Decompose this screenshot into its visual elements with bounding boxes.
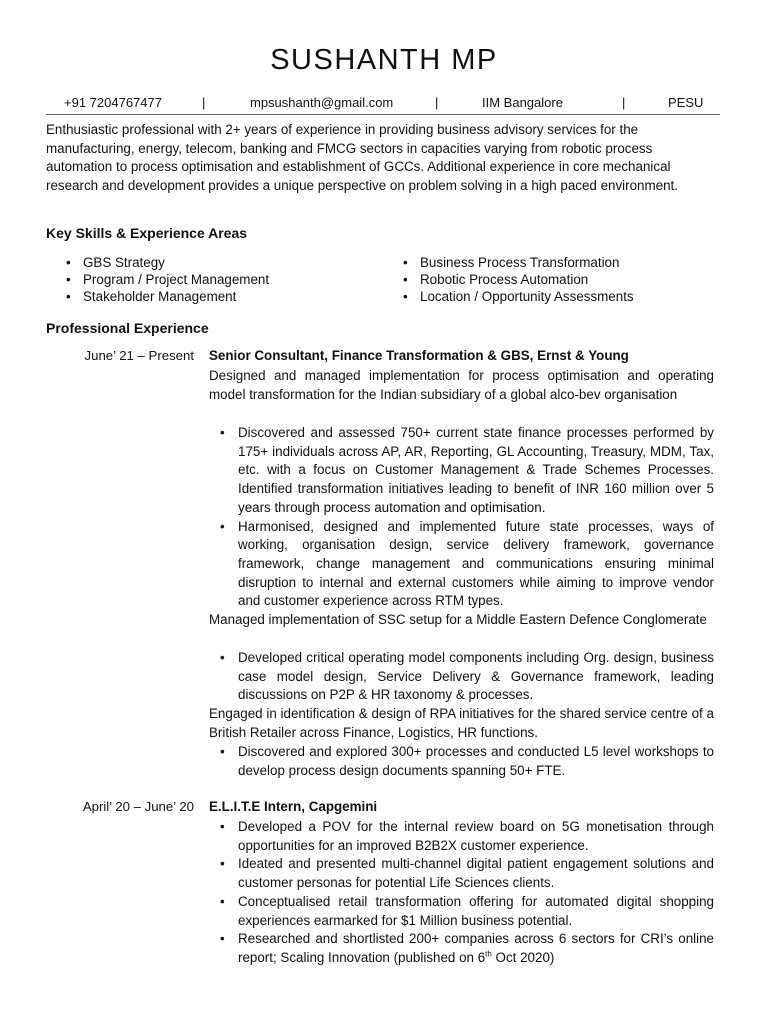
ey-bullet: • Developed critical operating model components including Org. design, business case model design, Service Delivery & Governance framework, leading discussions on P2P & HR taxonomy & processes.	[220, 649, 714, 705]
ey-paragraph-1: Designed and managed implementation for process optimisation and operating model transformation for the Indian subsidiary of a global alco-bev organisation	[209, 368, 714, 402]
email-address: mpsushanth@gmail.com	[250, 95, 394, 110]
skill-item: • GBS Strategy	[64, 254, 269, 271]
capgemini-bullet: • Conceptualised retail transformation offering for automated digital shopping experiences earmarked for $1 Million business potential.	[220, 893, 714, 930]
separator: |	[435, 95, 439, 110]
skill-item: • Stakeholder Management	[64, 288, 269, 305]
ey-paragraph-3: Engaged in identification & design of RPA initiatives for the shared service centre of a British Retailer across Finance, Logistics, HR functions.	[209, 706, 714, 740]
capgemini-bullet: • Developed a POV for the internal review board on 5G monetisation through opportunities for an improved B2B2X customer experience.	[220, 818, 714, 855]
ey-bullets-2	[220, 649, 714, 705]
phone-number: +91 7204767477	[64, 95, 162, 110]
candidate-name: SUSHANTH MP	[270, 44, 498, 76]
capgemini-bullet: • Ideated and presented multi-channel digital patient engagement solutions and customer personas for potential Life Sciences clients.	[220, 855, 714, 892]
capgemini-date-range: April’ 20 – June’ 20	[82, 799, 194, 814]
skills-heading: Key Skills & Experience Areas	[46, 225, 248, 241]
capgemini-bullet	[220, 930, 714, 967]
capgemini-job-title: E.L.I.T.E Intern, Capgemini	[209, 799, 378, 814]
skill-item: • Robotic Process Automation	[401, 271, 634, 288]
separator: |	[622, 95, 626, 110]
contact-bar	[46, 94, 720, 115]
ey-bullet: • Discovered and explored 300+ processes and conducted L5 level workshops to develop process design documents spanning 50+ FTE.	[220, 743, 714, 780]
bullet-text: Researched and shortlisted 200+ companies across 6 sectors for CRI’s online report; Scaling Innovation (published on 6	[238, 931, 714, 965]
skill-item: • Business Process Transformation	[401, 254, 634, 271]
ey-bullet: • Harmonised, designed and implemented future state processes, ways of working, organisation design, service delivery framework, governance framework, change management and communications ensuring minimal disruption to internal and external customers while aiming to improve vendor and customer experience across RTM types.	[220, 518, 714, 612]
separator: |	[202, 95, 206, 110]
experience-heading: Professional Experience	[46, 320, 209, 336]
education-iim: IIM Bangalore	[482, 95, 563, 110]
bullet-text: Oct 2020)	[491, 949, 555, 965]
ey-job-title: Senior Consultant, Finance Transformation & GBS, Ernst & Young	[209, 348, 629, 363]
ey-bullets-1	[220, 424, 714, 611]
skills-list-right	[401, 254, 634, 305]
ey-bullets-3	[220, 743, 714, 780]
professional-summary: Enthusiastic professional with 2+ years of experience in providing business advisory services for the manufacturing, energy, telecom, banking and FMCG sectors in capacities varying from robotic process automation to process optimisation and establishment of GCCs. Additional experience in core mechanical research and development provides a unique perspective on problem solving in a high paced environment.	[46, 122, 678, 193]
ey-bullet: • Discovered and assessed 750+ current state finance processes performed by 175+ individuals across AP, AR, Reporting, GL Accounting, Treasury, MDM, Tax, etc. with a focus on Customer Management & Trade Schemes Processes. Identified transformation initiatives leading to benefit of INR 160 million over 5 years through process automation and optimisation.	[220, 424, 714, 518]
skill-item: • Program / Project Management	[64, 271, 269, 288]
skill-item: • Location / Opportunity Assessments	[401, 288, 634, 305]
education-pesu: PESU	[668, 95, 704, 110]
ordinal-suffix: th	[485, 949, 492, 959]
ey-paragraph-2: Managed implementation of SSC setup for a Middle Eastern Defence Conglomerate	[209, 612, 707, 627]
skills-list-left	[64, 254, 269, 305]
ey-date-range: June’ 21 – Present	[84, 348, 194, 363]
capgemini-bullets	[220, 818, 714, 968]
